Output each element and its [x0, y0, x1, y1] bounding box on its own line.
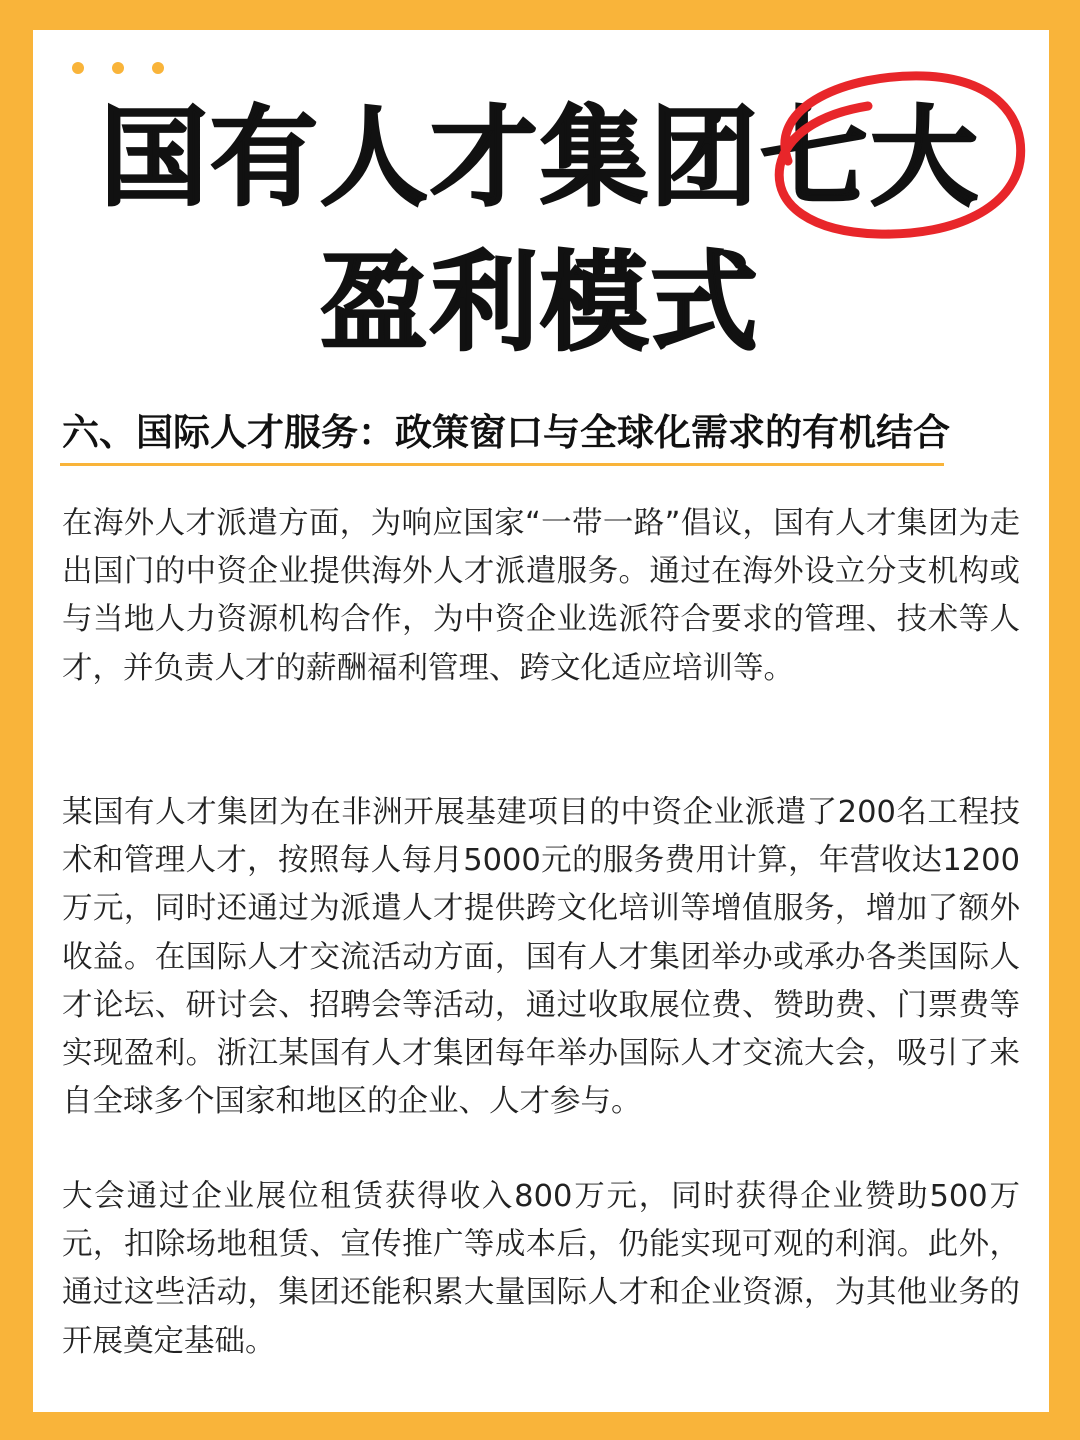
heading-underline — [60, 463, 944, 466]
paragraph-2: 某国有人才集团为在非洲开展基建项目的中资企业派遣了200名工程技术和管理人才，按照每人每月5000元的服务费用计算，年营收达1200万元，同时还通过为派遣人才提供跨文化培训等增值服务，增加了额外收益。在国际人才交流活动方面，国有人才集团举办或承办各类国际人才论坛、研讨会、招聘会等活动，通过收取展位费、赞助费、门票费等实现盈利。浙江某国有人才集团每年举办国际人才交流大会，吸引了来自全球多个国家和地区的企业、人才参与。 — [62, 795, 1020, 1120]
decorative-dots — [72, 62, 164, 74]
dot-icon — [152, 62, 164, 74]
dot-icon — [112, 62, 124, 74]
section-heading: 六、国际人才服务：政策窗口与全球化需求的有机结合 — [62, 411, 950, 454]
highlight-circle-icon — [758, 66, 1028, 246]
paragraph-1: 在海外人才派遣方面，为响应国家“一带一路”倡议，国有人才集团为走出国门的中资企业提供海外人才派遣服务。通过在海外设立分支机构或与当地人力资源机构合作，为中资企业选派符合要求的管理、技术等人才，并负责人才的薪酬福利管理、跨文化适应培训等。 — [62, 506, 1020, 686]
page-title-line1: 国有人才集团七大 — [99, 96, 980, 221]
dot-icon — [72, 62, 84, 74]
page-title-line2: 盈利模式 — [319, 241, 760, 366]
paragraph-3: 大会通过企业展位租赁获得收入800万元，同时获得企业赞助500万元，扣除场地租赁、宣传推广等成本后，仍能实现可观的利润。此外，通过这些活动，集团还能积累大量国际人才和企业资源，为其他业务的开展奠定基础。 — [62, 1179, 1020, 1359]
